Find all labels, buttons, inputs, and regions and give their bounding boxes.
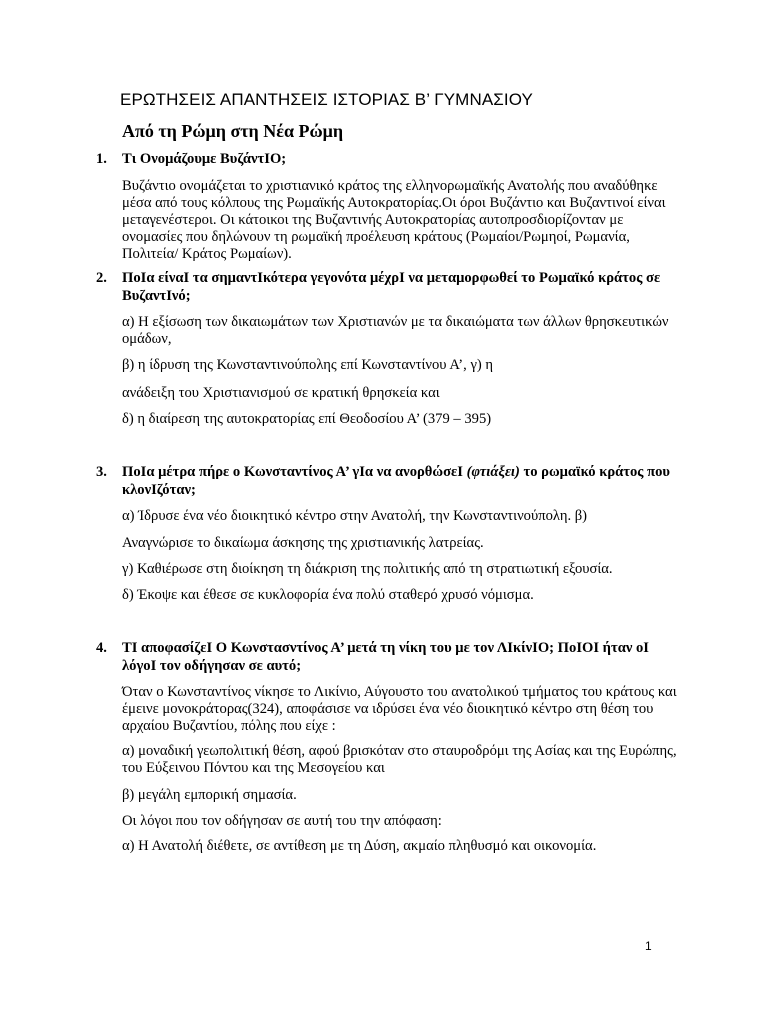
- question-number: 1.: [96, 151, 107, 167]
- answer-paragraph: β) η ίδρυση της Κωνσταντινούπολης επί Κωνσταντίνου Α’, γ) η: [122, 357, 494, 373]
- answer-paragraph: ανάδειξη του Χριστιανισμού σε κρατική θρησκεία και: [122, 385, 440, 401]
- question-number: 3.: [96, 464, 107, 480]
- question-text-part: το ρωμαϊκό κράτος που κλονΙζόταν;: [122, 464, 670, 498]
- answer-paragraph: α) Η εξίσωση των δικαιωμάτων των Χριστιανών με τα δικαιώματα των άλλων θρησκευτικών ομάδων,: [122, 314, 669, 347]
- answer-paragraph: α) Η Ανατολή διέθετε, σε αντίθεση με τη Δύση, ακμαίο πληθυσμό και οικονομία.: [122, 838, 597, 854]
- answer-paragraph: δ) Έκοψε και έθεσε σε κυκλοφορία ένα πολύ σταθερό χρυσό νόμισμα.: [122, 587, 534, 603]
- answer-paragraph: Αναγνώρισε το δικαίωμα άσκησης της χριστιανικής λατρείας.: [122, 535, 484, 551]
- page-number: 1: [645, 939, 652, 953]
- document-title: ΕΡΩΤΗΣΕΙΣ ΑΠΑΝΤΗΣΕΙΣ ΙΣΤΟΡΙΑΣ Β’ ΓΥΜΝΑΣΙΟΥ: [120, 90, 533, 109]
- document-subtitle: Από τη Ρώμη στη Νέα Ρώμη: [122, 121, 344, 141]
- question-text: ΤΙ αποφασίζεΙ Ο Κωνστασντίνος Α’ μετά τη νίκη του με τον ΛΙκίνΙΟ; ΠοΙΟΙ ήταν οΙ λόγοΙ τον οδήγησαν σε αυτό;: [122, 640, 649, 674]
- question-number: 4.: [96, 640, 107, 656]
- question-text: Tι Ονομάζουμε ΒυζάντΙΟ;: [122, 151, 287, 167]
- question-text-part: ΠοΙα μέτρα πήρε ο Κωνσταντίνος Α’ γΙα να ανορθώσεΙ: [122, 464, 467, 480]
- answer-paragraph: Βυζάντιο ονομάζεται το χριστιανικό κράτος της ελληνορωμαϊκής Ανατολής που αναδύθηκε μέσα από τους κόλπους της Ρωμαϊκής Αυτοκρατορίας.Οι όροι Βυζάντιο και Βυζαντινοί είναι μεταγενέστεροι. Οι κάτοικοι της Βυζαντινής Αυτοκρατορίας αυτοπροσδιορίζονταν με ονομασίες που δηλώνουν τη ρωμαϊκή προέλευση κράτους (Ρωμαίοι/Ρωμηοί, Ρωμανία, Πολιτεία/ Κράτος Ρωμαίων).: [122, 178, 666, 262]
- answer-paragraph: α) Ίδρυσε ένα νέο διοικητικό κέντρο στην Ανατολή, την Κωνσταντινούπολη. β): [122, 508, 588, 524]
- answer-paragraph: γ) Καθιέρωσε στη διοίκηση τη διάκριση της πολιτικής από τη στρατιωτική εξουσία.: [122, 561, 613, 577]
- question-1: [96, 150, 676, 168]
- answer-paragraph: β) μεγάλη εμπορική σημασία.: [122, 787, 297, 803]
- answer-paragraph: Όταν ο Κωνσταντίνος νίκησε το Λικίνιο, Αύγουστο του ανατολικού τμήματος του κράτους και έμεινε μονοκράτορας(324), αποφάσισε να ιδρύσει ένα νέο διοικητικό κέντρο στη θέση του αρχαίου Βυζαντίου, πόλης που είχε :: [122, 684, 677, 734]
- question-number: 2.: [96, 270, 107, 286]
- question-text-italic: (φτιάξει): [466, 464, 520, 480]
- answer-paragraph: Οι λόγοι που τον οδήγησαν σε αυτή του την απόφαση:: [122, 813, 442, 829]
- question-4: [96, 639, 676, 675]
- answer-paragraph: δ) η διαίρεση της αυτοκρατορίας επί Θεοδοσίου Α’ (379 – 395): [122, 411, 492, 427]
- question-text: [122, 463, 676, 499]
- question-text: ΠοΙα είναΙ τα σημαντΙκότερα γεγονότα μέχρΙ να μεταμορφωθεί το Ρωμαϊκό κράτος σε ΒυζαντΙνό;: [122, 270, 661, 304]
- answer-paragraph: α) μοναδική γεωπολιτική θέση, αφού βρισκόταν στο σταυροδρόμι της Ασίας και της Ευρώπης, του Εύξεινου Πόντου και της Μεσογείου και: [122, 743, 677, 776]
- question-3: [96, 463, 676, 499]
- question-2: [96, 269, 676, 305]
